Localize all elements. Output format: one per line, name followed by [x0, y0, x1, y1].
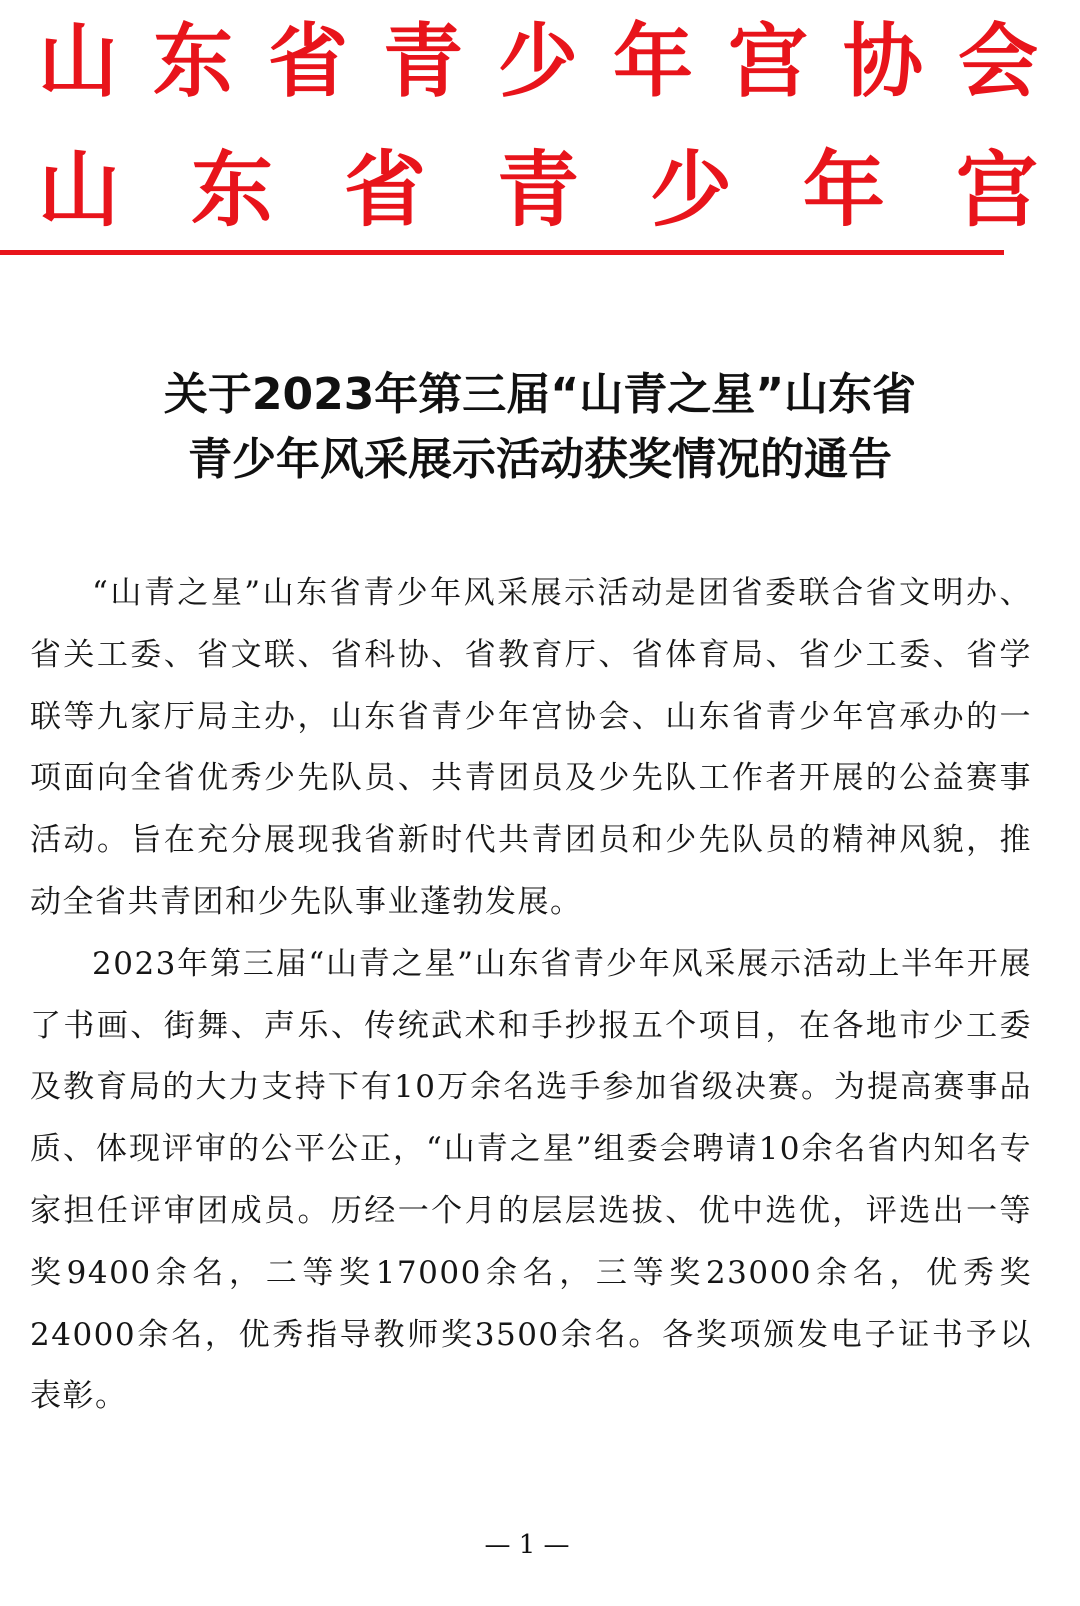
issuer-char: 宫 — [728, 15, 808, 108]
issuer-char: 山 — [38, 15, 118, 108]
issuer-char: 少 — [498, 15, 578, 108]
page-number: — 1 — — [484, 1530, 570, 1560]
red-header-rule — [0, 250, 1004, 255]
body-paragraph-2: 2023年第三届“山青之星”山东省青少年风采展示活动上半年开展了书画、街舞、声乐、传统武术和手抄报五个项目，在各地市少工委及教育局的大力支持下有10万余名选手参加省级决赛。为提高赛事品质、体现评审的公平公正，“山青之星”组委会聘请10余名省内知名专家担任评审团成员。历经一个月的层层选拔、优中选优，评选出一等奖9400余名，二等奖17000余名，三等奖23000余名，优秀奖24000余名，优秀指导教师奖3500余名。各奖项颁发电子证书予以表彰。 — [30, 945, 1032, 1415]
issuer-char: 年 — [802, 143, 885, 238]
issuer-char: 协 — [843, 15, 923, 108]
issuer-char: 少 — [649, 143, 732, 238]
document-title-line-2: 青少年风采展示活动获奖情况的通告 — [188, 434, 892, 485]
issuer-char: 东 — [190, 143, 273, 238]
issuer-char: 东 — [153, 15, 233, 108]
document-title-line-1: 关于2023年第三届“山青之星”山东省 — [163, 369, 917, 420]
issuer-char: 年 — [613, 15, 693, 108]
issuer-char: 宫 — [955, 143, 1038, 238]
body-paragraph-1: “山青之星”山东省青少年风采展示活动是团省委联合省文明办、省关工委、省文联、省科协、省教育厅、省体育局、省少工委、省学联等九家厅局主办，山东省青少年宫协会、山东省青少年宫承办的一项面向全省优秀少先队员、共青团员及少先队工作者开展的公益赛事活动。旨在充分展现我省新时代共青团员和少先队员的精神风貌，推动全省共青团和少先队事业蓬勃发展。 — [30, 575, 1032, 920]
issuer-char: 省 — [343, 143, 426, 238]
issuer-line-1 — [38, 15, 1038, 108]
issuer-char: 青 — [383, 15, 463, 108]
issuer-char: 会 — [958, 15, 1038, 108]
issuer-char: 省 — [268, 15, 348, 108]
issuer-line-2 — [38, 143, 1038, 238]
issuer-char: 山 — [38, 143, 121, 238]
document-body — [30, 563, 1032, 1428]
issuer-char: 青 — [496, 143, 579, 238]
